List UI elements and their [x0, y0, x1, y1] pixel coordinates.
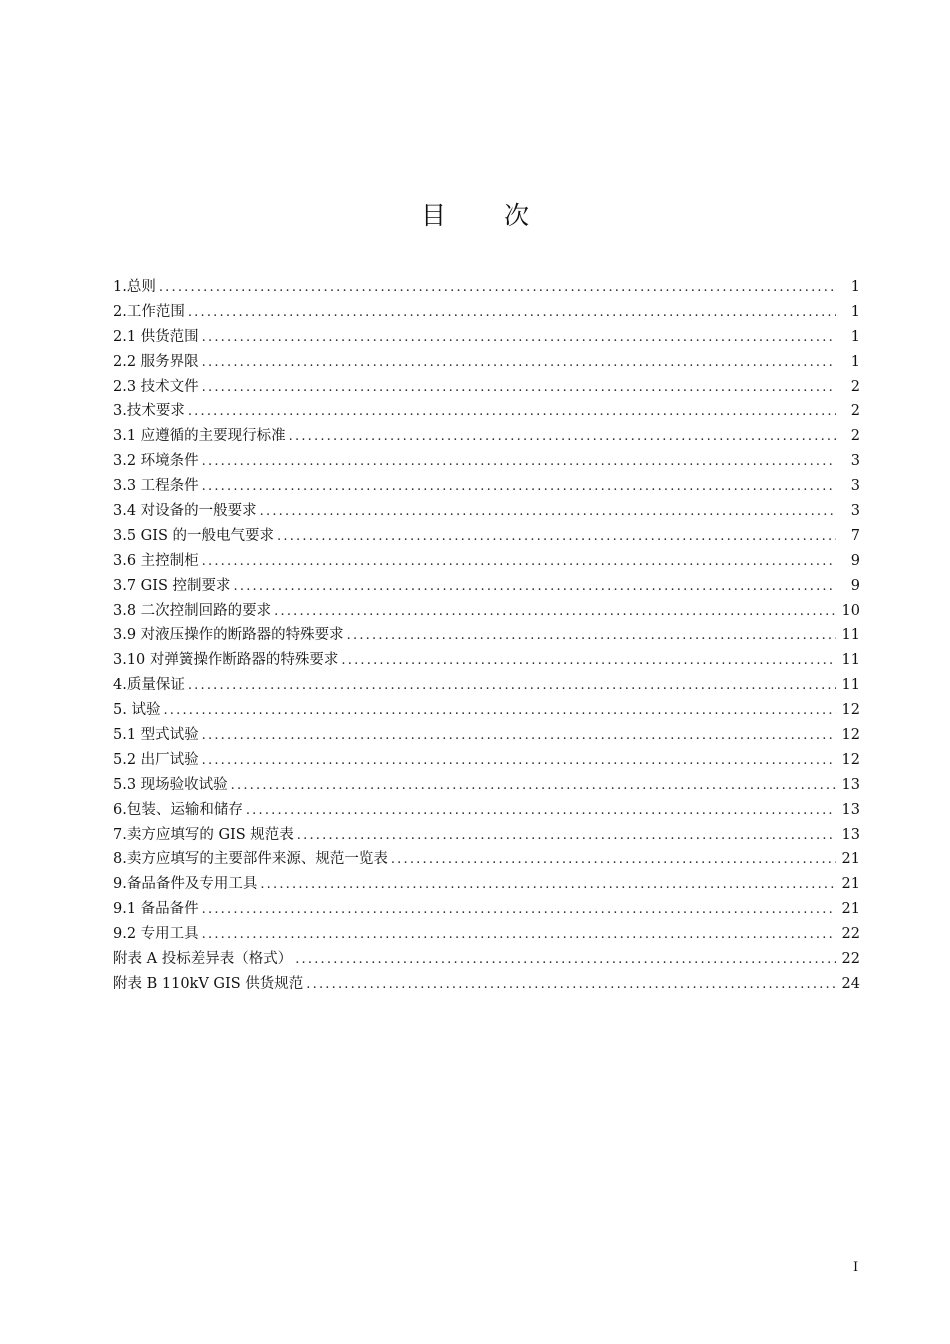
toc-entry[interactable] [113, 872, 860, 897]
toc-entry-label[interactable]: 2.工作范围 [113, 303, 185, 320]
toc-entry[interactable] [113, 275, 860, 300]
toc-dot-leader [202, 326, 836, 351]
toc-dot-leader [347, 624, 836, 649]
toc-dot-leader [277, 525, 836, 550]
toc-entry-page-number[interactable]: 12 [841, 751, 860, 768]
toc-entry-label[interactable]: 3.3 工程条件 [113, 478, 199, 495]
toc-dot-leader [159, 276, 836, 301]
toc-entry[interactable] [113, 823, 860, 848]
toc-entry[interactable] [113, 972, 860, 997]
toc-entry[interactable] [113, 449, 860, 474]
toc-dot-leader [202, 475, 836, 500]
toc-entry[interactable] [113, 499, 860, 524]
toc-entry[interactable] [113, 673, 860, 698]
toc-entry[interactable] [113, 922, 860, 947]
toc-entry-page-number[interactable]: 9 [850, 552, 860, 569]
toc-entry-label[interactable]: 2.1 供货范围 [113, 328, 199, 345]
toc-entry-label[interactable]: 9.备品备件及专用工具 [113, 876, 258, 893]
toc-entry-label[interactable]: 3.8 二次控制回路的要求 [113, 602, 272, 619]
title-char-1: 目 [420, 201, 446, 230]
toc-entry-label[interactable]: 7.卖方应填写的 GIS 规范表 [113, 826, 294, 843]
toc-dot-leader [202, 923, 836, 948]
toc-dot-leader [202, 450, 836, 475]
toc-entry[interactable] [113, 897, 860, 922]
toc-entry-page-number[interactable]: 1 [850, 328, 860, 345]
toc-entry[interactable] [113, 648, 860, 673]
toc-entry-page-number[interactable]: 11 [841, 677, 860, 694]
toc-dot-leader [306, 973, 836, 998]
toc-entry[interactable] [113, 574, 860, 599]
toc-dot-leader [202, 376, 836, 401]
toc-entry-label[interactable]: 2.2 服务界限 [113, 353, 199, 370]
toc-dot-leader [341, 649, 836, 674]
toc-dot-leader [246, 799, 836, 824]
toc-dot-leader [295, 948, 836, 973]
toc-dot-leader [188, 301, 836, 326]
toc-entry[interactable] [113, 798, 860, 823]
toc-entry-page-number[interactable]: 24 [841, 975, 860, 992]
toc-entry-label[interactable]: 3.技术要求 [113, 403, 185, 420]
toc-entry-label[interactable]: 附表 B 110kV GIS 供货规范 [113, 975, 304, 992]
toc-entry-page-number[interactable]: 11 [841, 627, 860, 644]
page-title [0, 196, 950, 232]
toc-dot-leader [391, 848, 836, 873]
toc-entry-label[interactable]: 3.6 主控制柜 [113, 552, 199, 569]
toc-entry-label[interactable]: 2.3 技术文件 [113, 378, 199, 395]
toc-entry-page-number[interactable]: 21 [841, 876, 860, 893]
toc-dot-leader [297, 824, 836, 849]
toc-entry[interactable] [113, 375, 860, 400]
toc-entry-page-number[interactable]: 11 [841, 652, 860, 669]
toc-dot-leader [202, 550, 836, 575]
toc-entry[interactable] [113, 399, 860, 424]
toc-entry-page-number[interactable]: 13 [841, 801, 860, 818]
toc-entry-page-number[interactable]: 9 [850, 577, 860, 594]
toc-entry[interactable] [113, 524, 860, 549]
toc-entry-page-number[interactable]: 1 [850, 279, 860, 295]
table-of-contents [113, 275, 860, 997]
toc-dot-leader [202, 749, 836, 774]
toc-entry-page-number[interactable]: 13 [841, 776, 860, 793]
toc-entry-label[interactable]: 9.2 专用工具 [113, 926, 199, 943]
toc-dot-leader [260, 873, 836, 898]
toc-entry-page-number[interactable]: 1 [850, 353, 860, 370]
toc-entry[interactable] [113, 549, 860, 574]
toc-entry[interactable] [113, 623, 860, 648]
toc-entry-page-number[interactable]: 3 [850, 503, 860, 520]
toc-entry-page-number[interactable]: 12 [841, 702, 860, 719]
toc-entry-label[interactable]: 3.7 GIS 控制要求 [113, 577, 231, 594]
toc-dot-leader [202, 351, 836, 376]
toc-entry-page-number[interactable]: 2 [850, 403, 860, 420]
toc-entry-label[interactable]: 3.2 环境条件 [113, 453, 199, 470]
toc-entry-label[interactable]: 5.1 型式试验 [113, 727, 199, 744]
toc-dot-leader [289, 425, 836, 450]
toc-entry[interactable] [113, 424, 860, 449]
toc-entry-page-number[interactable]: 10 [841, 602, 860, 619]
toc-entry-label[interactable]: 6.包装、运输和储存 [113, 801, 243, 818]
toc-entry[interactable] [113, 947, 860, 972]
toc-entry[interactable] [113, 350, 860, 375]
toc-entry-page-number[interactable]: 2 [850, 428, 860, 445]
toc-entry-label[interactable]: 3.10 对弹簧操作断路器的特殊要求 [113, 652, 339, 669]
toc-dot-leader [202, 898, 836, 923]
toc-entry[interactable] [113, 773, 860, 798]
footer-page-number: I [853, 1260, 859, 1275]
toc-entry-page-number[interactable]: 3 [850, 453, 860, 470]
toc-entry-page-number[interactable]: 13 [841, 826, 860, 843]
toc-entry-label[interactable]: 3.1 应遵循的主要现行标准 [113, 428, 286, 445]
toc-entry-page-number[interactable]: 12 [841, 727, 860, 744]
toc-entry[interactable] [113, 698, 860, 723]
toc-dot-leader [202, 724, 836, 749]
toc-dot-leader [260, 500, 836, 525]
toc-entry-page-number[interactable]: 7 [850, 527, 860, 544]
toc-entry-page-number[interactable]: 2 [850, 378, 860, 395]
toc-entry-label[interactable]: 附表 A 投标差异表（格式） [113, 951, 293, 968]
toc-dot-leader [188, 674, 836, 699]
toc-entry-label[interactable]: 4.质量保证 [113, 677, 185, 694]
toc-entry[interactable] [113, 599, 860, 624]
toc-entry-label[interactable]: 8.卖方应填写的主要部件来源、规范一览表 [113, 851, 388, 868]
toc-dot-leader [188, 400, 836, 425]
toc-entry-label[interactable]: 1.总则 [113, 279, 156, 295]
toc-entry[interactable] [113, 847, 860, 872]
toc-entry-label[interactable]: 5.2 出厂试验 [113, 751, 199, 768]
toc-entry-page-number[interactable]: 3 [850, 478, 860, 495]
toc-dot-leader [163, 699, 836, 724]
toc-entry[interactable] [113, 474, 860, 499]
toc-entry-page-number[interactable]: 1 [850, 303, 860, 320]
toc-entry-label[interactable]: 5. 试验 [113, 702, 161, 719]
toc-entry-label[interactable]: 3.5 GIS 的一般电气要求 [113, 527, 275, 544]
toc-dot-leader [274, 600, 836, 625]
toc-dot-leader [231, 774, 836, 799]
toc-entry-label[interactable]: 3.4 对设备的一般要求 [113, 503, 257, 520]
toc-entry[interactable] [113, 300, 860, 325]
toc-entry[interactable] [113, 325, 860, 350]
toc-entry[interactable] [113, 748, 860, 773]
title-char-2: 次 [504, 201, 530, 230]
toc-entry-label[interactable]: 9.1 备品备件 [113, 901, 199, 918]
toc-entry-page-number[interactable]: 22 [841, 951, 860, 968]
toc-dot-leader [234, 575, 836, 600]
toc-entry-page-number[interactable]: 22 [841, 926, 860, 943]
toc-entry[interactable] [113, 723, 860, 748]
toc-entry-label[interactable]: 3.9 对液压操作的断路器的特殊要求 [113, 627, 344, 644]
toc-entry-page-number[interactable]: 21 [841, 901, 860, 918]
toc-entry-label[interactable]: 5.3 现场验收试验 [113, 776, 228, 793]
toc-entry-page-number[interactable]: 21 [841, 851, 860, 868]
